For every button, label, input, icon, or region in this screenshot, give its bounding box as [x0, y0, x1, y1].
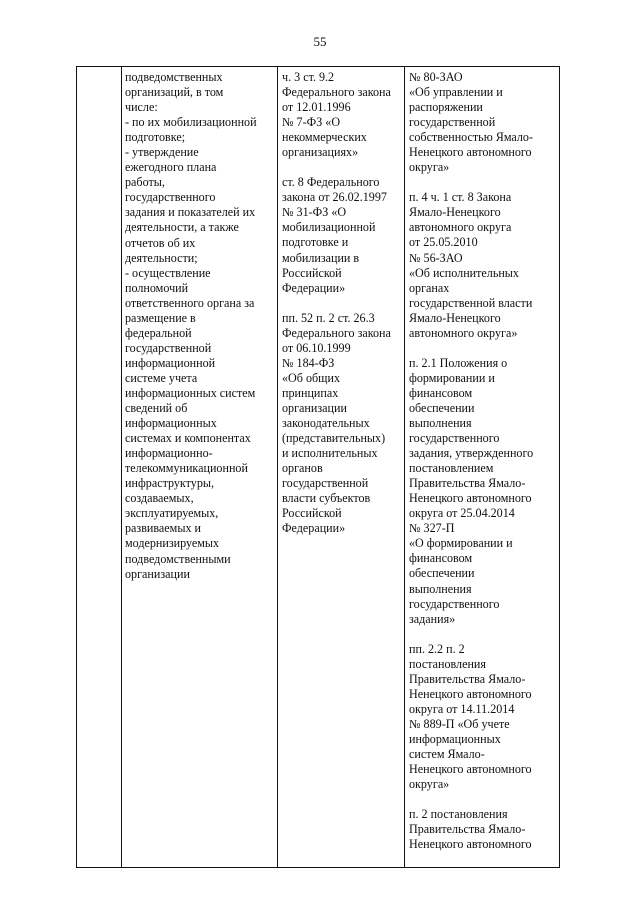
text-line: ч. 3 ст. 9.2: [282, 70, 335, 84]
text-line: создаваемых,: [125, 491, 194, 506]
text-line: федеральной: [125, 325, 192, 340]
text-line: модернизируемых: [125, 536, 220, 551]
text-line: округа от 25.04.2014: [409, 506, 515, 521]
text-line: Правительства Ямало-: [409, 671, 526, 686]
text-line: системах и компонентах: [125, 431, 251, 446]
text-line: от 12.01.1996: [282, 100, 351, 115]
text-line: Российской: [282, 265, 342, 280]
text-line: организации: [125, 566, 190, 581]
text-line: государственной: [125, 340, 212, 355]
text-line: (представительных): [282, 431, 386, 446]
text-line: некоммерческих: [282, 130, 367, 145]
text-line: автономного округа: [409, 220, 512, 235]
text-line: № 56-ЗАО: [409, 250, 463, 265]
text-line: эксплуатируемых,: [125, 506, 219, 521]
text-line: информационной: [125, 355, 216, 370]
text-line: и исполнительных: [282, 446, 378, 461]
text-line: подготовке и: [282, 235, 349, 250]
column-divider: [121, 67, 122, 867]
text-line: Ненецкого автономного: [409, 762, 532, 777]
text-line: - по их мобилизационной: [125, 115, 257, 130]
text-line: от 25.05.2010: [409, 235, 478, 250]
text-line: государственного: [409, 431, 500, 446]
text-line: выполнения: [409, 415, 472, 430]
text-line: сведений об: [125, 401, 188, 416]
text-line: органов: [282, 461, 323, 476]
text-line: от 06.10.1999: [282, 340, 351, 355]
text-line: п. 4 ч. 1 ст. 8 Закона: [409, 190, 512, 205]
text-line: ежегодного плана: [125, 160, 217, 175]
text-line: выполнения: [409, 581, 472, 596]
text-line: законодательных: [282, 415, 370, 430]
text-line: обеспечении: [409, 400, 475, 415]
text-line: п. 2.1 Положения о: [409, 355, 508, 370]
text-line: постановления: [409, 656, 486, 671]
column-divider: [404, 67, 405, 867]
text-line: размещение в: [125, 310, 196, 325]
text-line: п. 2 постановления: [409, 807, 508, 822]
text-line: № 31-ФЗ «О: [282, 205, 347, 220]
text-line: подведомственными: [125, 551, 231, 566]
text-line: № 889-П «Об учете: [409, 716, 510, 731]
text-line: задания, утвержденного: [409, 446, 534, 461]
text-line: - осуществление: [125, 265, 211, 280]
text-line: системе учета: [125, 370, 198, 385]
text-line: собственностью Ямало-: [409, 130, 533, 145]
text-line: Ямало-Ненецкого: [409, 205, 501, 220]
text-line: организациях»: [282, 145, 359, 160]
text-line: Ненецкого автономного: [409, 491, 532, 506]
legal-table: [76, 66, 560, 868]
text-line: закона от 26.02.1997: [282, 190, 387, 205]
text-line: власти субъектов: [282, 491, 371, 506]
text-line: «О формировании и: [409, 536, 513, 551]
text-line: государственной: [282, 476, 369, 491]
text-line: пп. 52 п. 2 ст. 26.3: [282, 310, 375, 325]
text-line: информационно-: [125, 446, 213, 461]
text-line: информационных: [409, 731, 501, 746]
text-line: финансовом: [409, 551, 473, 566]
text-line: подведомственных: [125, 70, 223, 84]
text-line: распоряжении: [409, 100, 483, 115]
text-line: организаций, в том: [125, 85, 224, 100]
text-line: мобилизации в: [282, 250, 360, 265]
text-line: государственного: [125, 190, 216, 205]
text-line: отчетов об их: [125, 235, 196, 250]
text-line: № 327-П: [409, 521, 455, 536]
text-line: принципах: [282, 385, 339, 400]
paragraph-gap: [282, 296, 402, 311]
text-line: государственного: [409, 596, 500, 611]
text-line: инфраструктуры,: [125, 476, 215, 491]
text-line: Ямало-Ненецкого: [409, 310, 501, 325]
text-line: Федерального закона: [282, 85, 391, 100]
text-line: ответственного органа за: [125, 295, 255, 310]
text-line: деятельности, а также: [125, 220, 239, 235]
text-line: формировании и: [409, 370, 495, 385]
text-line: задания и показателей их: [125, 205, 256, 220]
text-line: округа от 14.11.2014: [409, 701, 515, 716]
text-line: государственной власти: [409, 295, 533, 310]
text-line: автономного округа»: [409, 325, 518, 340]
text-line: Федерального закона: [282, 325, 391, 340]
text-line: подготовке;: [125, 130, 186, 145]
text-line: организации: [282, 400, 347, 415]
text-line: деятельности;: [125, 250, 198, 265]
text-line: обеспечении: [409, 566, 475, 581]
text-line: развиваемых и: [125, 521, 201, 536]
text-line: ст. 8 Федерального: [282, 175, 380, 190]
text-line: работы,: [125, 175, 165, 190]
text-line: пп. 2.2 п. 2: [409, 641, 465, 656]
paragraph-gap: [409, 175, 557, 190]
text-line: мобилизационной: [282, 220, 376, 235]
text-line: полномочий: [125, 280, 189, 295]
text-line: округа»: [409, 160, 450, 175]
text-line: задания»: [409, 611, 456, 626]
paragraph-gap: [409, 627, 557, 642]
federal-law-references-cell: [282, 70, 402, 536]
text-line: «Об управлении и: [409, 85, 503, 100]
column-divider: [277, 67, 278, 867]
paragraph-gap: [409, 341, 557, 356]
text-line: государственной: [409, 115, 496, 130]
text-line: № 7-ФЗ «О: [282, 115, 341, 130]
text-line: систем Ямало-: [409, 746, 485, 761]
text-line: «Об исполнительных: [409, 265, 519, 280]
text-line: финансовом: [409, 385, 473, 400]
text-line: телекоммуникационной: [125, 461, 248, 476]
text-line: информационных: [125, 416, 217, 431]
text-line: «Об общих: [282, 370, 340, 385]
text-line: Ненецкого автономного: [409, 145, 532, 160]
text-line: постановлением: [409, 461, 494, 476]
text-line: числе:: [125, 100, 158, 115]
text-line: Федерации»: [282, 280, 346, 295]
text-line: № 184-ФЗ: [282, 355, 335, 370]
page-number: 55: [313, 34, 327, 49]
text-line: Российской: [282, 506, 342, 521]
text-line: Ненецкого автономного: [409, 837, 532, 852]
powers-description-cell: [125, 70, 275, 582]
text-line: Федерации»: [282, 521, 346, 536]
text-line: Ненецкого автономного: [409, 686, 532, 701]
paragraph-gap: [409, 792, 557, 807]
text-line: округа»: [409, 777, 450, 792]
text-line: информационных систем: [125, 385, 256, 400]
text-line: Правительства Ямало-: [409, 476, 526, 491]
text-line: Правительства Ямало-: [409, 822, 526, 837]
text-line: № 80-ЗАО: [409, 70, 463, 84]
paragraph-gap: [282, 160, 402, 175]
text-line: органах: [409, 280, 450, 295]
text-line: - утверждение: [125, 145, 199, 160]
regional-law-references-cell: [409, 70, 557, 852]
